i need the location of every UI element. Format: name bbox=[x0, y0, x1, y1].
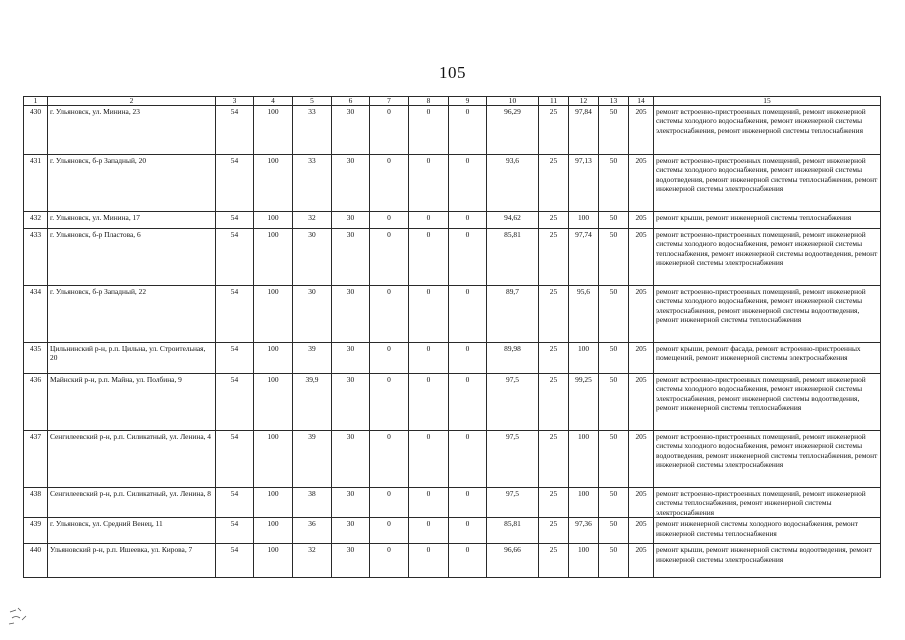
table-row bbox=[24, 544, 881, 578]
value-cell-12: 100 bbox=[569, 431, 599, 488]
value-cell-10: 94,62 bbox=[487, 212, 539, 229]
value-cell-6: 30 bbox=[332, 229, 370, 286]
value-cell-5: 38 bbox=[293, 488, 332, 518]
value-cell-9: 0 bbox=[449, 106, 487, 155]
address-cell: г. Ульяновск, б-р Западный, 22 bbox=[48, 286, 216, 343]
column-header-6: 6 bbox=[332, 97, 370, 106]
value-cell-11: 25 bbox=[539, 518, 569, 544]
value-cell-4: 100 bbox=[254, 431, 293, 488]
value-cell-11: 25 bbox=[539, 431, 569, 488]
value-cell-5: 39 bbox=[293, 343, 332, 374]
column-header-2: 2 bbox=[48, 97, 216, 106]
value-cell-13: 50 bbox=[599, 343, 629, 374]
value-cell-10: 93,6 bbox=[487, 155, 539, 212]
value-cell-6: 30 bbox=[332, 212, 370, 229]
value-cell-8: 0 bbox=[409, 106, 449, 155]
value-cell-5: 30 bbox=[293, 286, 332, 343]
value-cell-6: 30 bbox=[332, 518, 370, 544]
value-cell-6: 30 bbox=[332, 343, 370, 374]
value-cell-6: 30 bbox=[332, 286, 370, 343]
works-cell: ремонт крыши, ремонт инженерной системы водоотведения, ремонт инженерной системы электроснабжения bbox=[654, 544, 881, 578]
value-cell-8: 0 bbox=[409, 374, 449, 431]
value-cell-4: 100 bbox=[254, 229, 293, 286]
value-cell-9: 0 bbox=[449, 286, 487, 343]
table-row bbox=[24, 106, 881, 155]
value-cell-13: 50 bbox=[599, 374, 629, 431]
value-cell-7: 0 bbox=[370, 106, 409, 155]
value-cell-5: 39,9 bbox=[293, 374, 332, 431]
works-cell: ремонт встроенно-пристроенных помещений, ремонт инженерной системы холодного водоснабжения, ремонт инженерной системы водоотведения, ремонт инженерной системы теплоснабжения, ремонт инженерной системы электроснабжения bbox=[654, 155, 881, 212]
row-number-cell: 433 bbox=[24, 229, 48, 286]
value-cell-4: 100 bbox=[254, 518, 293, 544]
value-cell-3: 54 bbox=[216, 518, 254, 544]
value-cell-8: 0 bbox=[409, 518, 449, 544]
value-cell-9: 0 bbox=[449, 212, 487, 229]
value-cell-13: 50 bbox=[599, 212, 629, 229]
column-header-7: 7 bbox=[370, 97, 409, 106]
value-cell-10: 97,5 bbox=[487, 431, 539, 488]
column-header-1: 1 bbox=[24, 97, 48, 106]
table-row bbox=[24, 286, 881, 343]
value-cell-14: 205 bbox=[629, 229, 654, 286]
value-cell-14: 205 bbox=[629, 106, 654, 155]
value-cell-13: 50 bbox=[599, 286, 629, 343]
value-cell-4: 100 bbox=[254, 544, 293, 578]
repair-program-table bbox=[23, 96, 881, 578]
value-cell-7: 0 bbox=[370, 155, 409, 212]
value-cell-11: 25 bbox=[539, 106, 569, 155]
value-cell-14: 205 bbox=[629, 488, 654, 518]
value-cell-14: 205 bbox=[629, 286, 654, 343]
value-cell-9: 0 bbox=[449, 343, 487, 374]
value-cell-14: 205 bbox=[629, 212, 654, 229]
column-number-row bbox=[24, 97, 881, 106]
value-cell-7: 0 bbox=[370, 488, 409, 518]
value-cell-7: 0 bbox=[370, 431, 409, 488]
row-number-cell: 437 bbox=[24, 431, 48, 488]
value-cell-4: 100 bbox=[254, 106, 293, 155]
value-cell-6: 30 bbox=[332, 544, 370, 578]
value-cell-4: 100 bbox=[254, 374, 293, 431]
value-cell-5: 30 bbox=[293, 229, 332, 286]
value-cell-3: 54 bbox=[216, 343, 254, 374]
value-cell-6: 30 bbox=[332, 488, 370, 518]
column-header-11: 11 bbox=[539, 97, 569, 106]
value-cell-12: 100 bbox=[569, 488, 599, 518]
row-number-cell: 438 bbox=[24, 488, 48, 518]
value-cell-8: 0 bbox=[409, 488, 449, 518]
value-cell-14: 205 bbox=[629, 343, 654, 374]
value-cell-5: 32 bbox=[293, 544, 332, 578]
works-cell: ремонт инженерной системы холодного водоснабжения, ремонт инженерной системы теплоснабжения bbox=[654, 518, 881, 544]
value-cell-13: 50 bbox=[599, 488, 629, 518]
value-cell-3: 54 bbox=[216, 544, 254, 578]
value-cell-9: 0 bbox=[449, 518, 487, 544]
value-cell-7: 0 bbox=[370, 343, 409, 374]
value-cell-11: 25 bbox=[539, 286, 569, 343]
value-cell-7: 0 bbox=[370, 374, 409, 431]
value-cell-13: 50 bbox=[599, 544, 629, 578]
value-cell-3: 54 bbox=[216, 155, 254, 212]
value-cell-5: 36 bbox=[293, 518, 332, 544]
column-header-3: 3 bbox=[216, 97, 254, 106]
works-cell: ремонт встроенно-пристроенных помещений, ремонт инженерной системы теплоснабжения, ремонт инженерной системы электроснабжения bbox=[654, 488, 881, 518]
value-cell-3: 54 bbox=[216, 431, 254, 488]
value-cell-4: 100 bbox=[254, 488, 293, 518]
value-cell-13: 50 bbox=[599, 229, 629, 286]
value-cell-6: 30 bbox=[332, 155, 370, 212]
value-cell-9: 0 bbox=[449, 229, 487, 286]
value-cell-5: 39 bbox=[293, 431, 332, 488]
value-cell-14: 205 bbox=[629, 155, 654, 212]
value-cell-12: 97,36 bbox=[569, 518, 599, 544]
value-cell-3: 54 bbox=[216, 488, 254, 518]
value-cell-12: 100 bbox=[569, 212, 599, 229]
column-header-9: 9 bbox=[449, 97, 487, 106]
value-cell-14: 205 bbox=[629, 431, 654, 488]
value-cell-13: 50 bbox=[599, 518, 629, 544]
value-cell-9: 0 bbox=[449, 374, 487, 431]
page-number: 105 bbox=[439, 63, 466, 82]
row-number-cell: 434 bbox=[24, 286, 48, 343]
value-cell-11: 25 bbox=[539, 229, 569, 286]
address-cell: г. Ульяновск, б-р Западный, 20 bbox=[48, 155, 216, 212]
value-cell-4: 100 bbox=[254, 212, 293, 229]
column-header-5: 5 bbox=[293, 97, 332, 106]
column-header-13: 13 bbox=[599, 97, 629, 106]
value-cell-14: 205 bbox=[629, 544, 654, 578]
value-cell-14: 205 bbox=[629, 374, 654, 431]
value-cell-6: 30 bbox=[332, 431, 370, 488]
value-cell-7: 0 bbox=[370, 229, 409, 286]
value-cell-14: 205 bbox=[629, 518, 654, 544]
works-cell: ремонт крыши, ремонт инженерной системы теплоснабжения bbox=[654, 212, 881, 229]
row-number-cell: 435 bbox=[24, 343, 48, 374]
value-cell-12: 95,6 bbox=[569, 286, 599, 343]
value-cell-8: 0 bbox=[409, 544, 449, 578]
table-row bbox=[24, 488, 881, 518]
value-cell-11: 25 bbox=[539, 212, 569, 229]
value-cell-10: 85,81 bbox=[487, 229, 539, 286]
table-row bbox=[24, 155, 881, 212]
row-number-cell: 440 bbox=[24, 544, 48, 578]
value-cell-7: 0 bbox=[370, 518, 409, 544]
value-cell-11: 25 bbox=[539, 343, 569, 374]
address-cell: Сенгилеевский р-н, р.п. Силикатный, ул. Ленина, 8 bbox=[48, 488, 216, 518]
value-cell-12: 97,13 bbox=[569, 155, 599, 212]
value-cell-12: 100 bbox=[569, 544, 599, 578]
table-row bbox=[24, 229, 881, 286]
works-cell: ремонт встроенно-пристроенных помещений, ремонт инженерной системы холодного водоснабжения, ремонт инженерной системы электроснабжения, ремонт инженерной системы водоотведения, ремонт инженерной системы теплоснабжения bbox=[654, 374, 881, 431]
value-cell-9: 0 bbox=[449, 155, 487, 212]
row-number-cell: 431 bbox=[24, 155, 48, 212]
works-cell: ремонт встроенно-пристроенных помещений, ремонт инженерной системы холодного водоснабжения, ремонт инженерной системы теплоснабжения, ремонт инженерной системы водоотведения, ремонт инженерной системы электроснабжения bbox=[654, 229, 881, 286]
address-cell: Сенгилеевский р-н, р.п. Силикатный, ул. Ленина, 4 bbox=[48, 431, 216, 488]
value-cell-4: 100 bbox=[254, 286, 293, 343]
value-cell-10: 89,98 bbox=[487, 343, 539, 374]
value-cell-7: 0 bbox=[370, 544, 409, 578]
value-cell-12: 97,74 bbox=[569, 229, 599, 286]
value-cell-10: 96,29 bbox=[487, 106, 539, 155]
value-cell-3: 54 bbox=[216, 286, 254, 343]
table-row bbox=[24, 374, 881, 431]
value-cell-5: 33 bbox=[293, 155, 332, 212]
table-row bbox=[24, 343, 881, 374]
value-cell-9: 0 bbox=[449, 488, 487, 518]
address-cell: г. Ульяновск, ул. Минина, 17 bbox=[48, 212, 216, 229]
value-cell-9: 0 bbox=[449, 544, 487, 578]
table-row bbox=[24, 212, 881, 229]
value-cell-10: 85,81 bbox=[487, 518, 539, 544]
address-cell: Ульяновский р-н, р.п. Ишеевка, ул. Кирова, 7 bbox=[48, 544, 216, 578]
value-cell-3: 54 bbox=[216, 229, 254, 286]
value-cell-11: 25 bbox=[539, 544, 569, 578]
row-number-cell: 439 bbox=[24, 518, 48, 544]
value-cell-13: 50 bbox=[599, 431, 629, 488]
column-header-12: 12 bbox=[569, 97, 599, 106]
value-cell-10: 89,7 bbox=[487, 286, 539, 343]
works-cell: ремонт встроенно-пристроенных помещений, ремонт инженерной системы холодного водоснабжения, ремонт инженерной системы электроснабжения, ремонт инженерной системы водоотведения, ремонт инженерной системы теплоснабжения bbox=[654, 286, 881, 343]
column-header-15: 15 bbox=[654, 97, 881, 106]
value-cell-11: 25 bbox=[539, 374, 569, 431]
works-cell: ремонт встроенно-пристроенных помещений, ремонт инженерной системы холодного водоснабжения, ремонт инженерной системы электроснабжения, ремонт инженерной системы теплоснабжения bbox=[654, 106, 881, 155]
value-cell-13: 50 bbox=[599, 106, 629, 155]
address-cell: г. Ульяновск, ул. Средний Венец, 11 bbox=[48, 518, 216, 544]
address-cell: Цильнинский р-н, р.п. Цильна, ул. Строительная, 20 bbox=[48, 343, 216, 374]
scan-artifact-mark bbox=[6, 604, 40, 630]
value-cell-11: 25 bbox=[539, 488, 569, 518]
value-cell-4: 100 bbox=[254, 343, 293, 374]
value-cell-9: 0 bbox=[449, 431, 487, 488]
column-header-8: 8 bbox=[409, 97, 449, 106]
column-header-4: 4 bbox=[254, 97, 293, 106]
value-cell-8: 0 bbox=[409, 343, 449, 374]
address-cell: Майнский р-н, р.п. Майна, ул. Полбина, 9 bbox=[48, 374, 216, 431]
value-cell-8: 0 bbox=[409, 212, 449, 229]
works-cell: ремонт крыши, ремонт фасада, ремонт встроенно-пристроенных помещений, ремонт инженерной системы электроснабжения bbox=[654, 343, 881, 374]
table-row bbox=[24, 431, 881, 488]
value-cell-12: 97,84 bbox=[569, 106, 599, 155]
value-cell-8: 0 bbox=[409, 229, 449, 286]
value-cell-12: 100 bbox=[569, 343, 599, 374]
value-cell-7: 0 bbox=[370, 212, 409, 229]
value-cell-5: 32 bbox=[293, 212, 332, 229]
value-cell-8: 0 bbox=[409, 155, 449, 212]
address-cell: г. Ульяновск, ул. Минина, 23 bbox=[48, 106, 216, 155]
value-cell-12: 99,25 bbox=[569, 374, 599, 431]
value-cell-3: 54 bbox=[216, 374, 254, 431]
address-cell: г. Ульяновск, б-р Пластова, 6 bbox=[48, 229, 216, 286]
value-cell-6: 30 bbox=[332, 106, 370, 155]
row-number-cell: 432 bbox=[24, 212, 48, 229]
works-cell: ремонт встроенно-пристроенных помещений, ремонт инженерной системы холодного водоснабжения, ремонт инженерной системы водоотведения, ремонт инженерной системы теплоснабжения, ремонт инженерной системы электроснабжения bbox=[654, 431, 881, 488]
value-cell-7: 0 bbox=[370, 286, 409, 343]
value-cell-3: 54 bbox=[216, 106, 254, 155]
value-cell-3: 54 bbox=[216, 212, 254, 229]
value-cell-8: 0 bbox=[409, 431, 449, 488]
value-cell-8: 0 bbox=[409, 286, 449, 343]
value-cell-13: 50 bbox=[599, 155, 629, 212]
value-cell-10: 96,66 bbox=[487, 544, 539, 578]
value-cell-10: 97,5 bbox=[487, 488, 539, 518]
value-cell-11: 25 bbox=[539, 155, 569, 212]
value-cell-6: 30 bbox=[332, 374, 370, 431]
table-row bbox=[24, 518, 881, 544]
value-cell-4: 100 bbox=[254, 155, 293, 212]
column-header-10: 10 bbox=[487, 97, 539, 106]
row-number-cell: 430 bbox=[24, 106, 48, 155]
column-header-14: 14 bbox=[629, 97, 654, 106]
value-cell-5: 33 bbox=[293, 106, 332, 155]
value-cell-10: 97,5 bbox=[487, 374, 539, 431]
row-number-cell: 436 bbox=[24, 374, 48, 431]
